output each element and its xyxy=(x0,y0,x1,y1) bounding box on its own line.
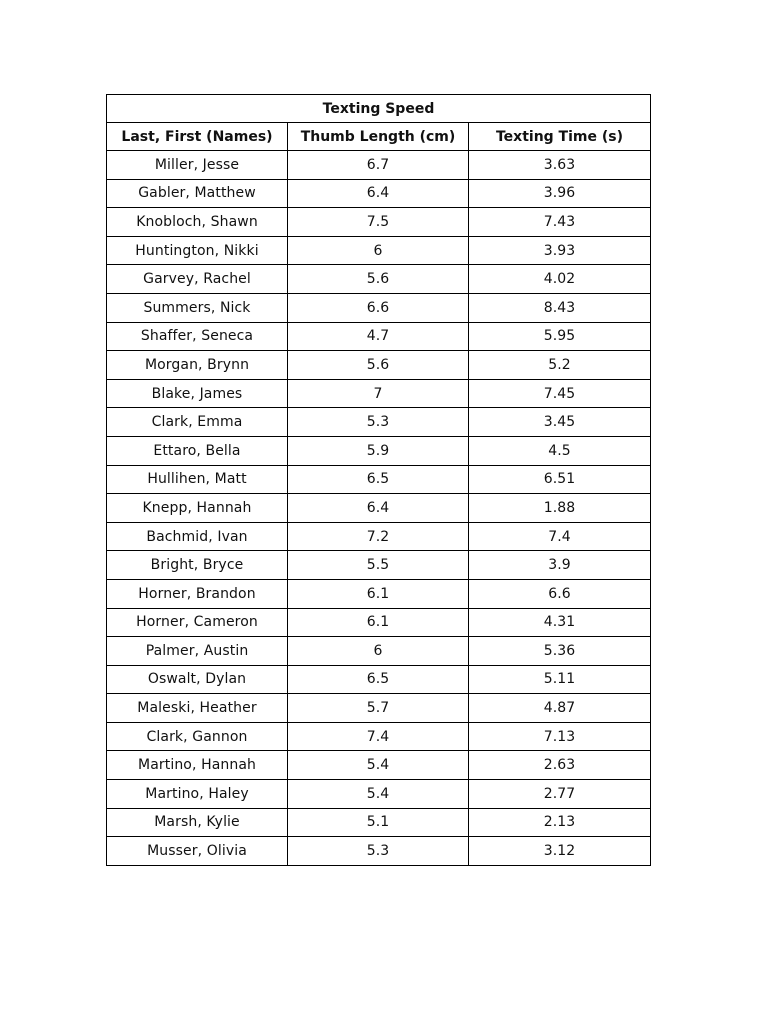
cell-texting-time: 4.87 xyxy=(469,694,651,723)
texting-speed-table xyxy=(106,94,651,866)
cell-thumb-length: 6.4 xyxy=(288,494,469,523)
cell-name: Maleski, Heather xyxy=(107,694,288,723)
table-header-row xyxy=(107,123,651,151)
cell-thumb-length: 5.7 xyxy=(288,694,469,723)
table-row xyxy=(107,151,651,180)
table-row xyxy=(107,751,651,780)
cell-thumb-length: 6.1 xyxy=(288,579,469,608)
cell-thumb-length: 6.6 xyxy=(288,293,469,322)
table-row xyxy=(107,579,651,608)
cell-name: Musser, Olivia xyxy=(107,837,288,866)
table-row xyxy=(107,808,651,837)
column-header-names: Last, First (Names) xyxy=(107,123,288,151)
table-title: Texting Speed xyxy=(107,95,651,123)
cell-texting-time: 5.2 xyxy=(469,351,651,380)
cell-name: Hullihen, Matt xyxy=(107,465,288,494)
cell-name: Martino, Haley xyxy=(107,780,288,809)
cell-name: Garvey, Rachel xyxy=(107,265,288,294)
cell-texting-time: 6.6 xyxy=(469,579,651,608)
table-row xyxy=(107,322,651,351)
cell-thumb-length: 6.4 xyxy=(288,179,469,208)
cell-thumb-length: 5.4 xyxy=(288,751,469,780)
cell-texting-time: 2.63 xyxy=(469,751,651,780)
cell-texting-time: 3.63 xyxy=(469,151,651,180)
table-row xyxy=(107,408,651,437)
cell-name: Huntington, Nikki xyxy=(107,236,288,265)
table-row xyxy=(107,837,651,866)
table-row xyxy=(107,265,651,294)
cell-texting-time: 4.02 xyxy=(469,265,651,294)
table-row xyxy=(107,551,651,580)
cell-texting-time: 6.51 xyxy=(469,465,651,494)
cell-texting-time: 3.45 xyxy=(469,408,651,437)
cell-name: Bachmid, Ivan xyxy=(107,522,288,551)
cell-texting-time: 5.95 xyxy=(469,322,651,351)
cell-texting-time: 4.31 xyxy=(469,608,651,637)
cell-thumb-length: 7 xyxy=(288,379,469,408)
cell-texting-time: 3.12 xyxy=(469,837,651,866)
cell-name: Miller, Jesse xyxy=(107,151,288,180)
cell-thumb-length: 7.2 xyxy=(288,522,469,551)
cell-thumb-length: 6 xyxy=(288,236,469,265)
cell-name: Clark, Emma xyxy=(107,408,288,437)
cell-name: Gabler, Matthew xyxy=(107,179,288,208)
cell-texting-time: 3.93 xyxy=(469,236,651,265)
cell-texting-time: 7.45 xyxy=(469,379,651,408)
table-row xyxy=(107,722,651,751)
cell-thumb-length: 6.5 xyxy=(288,465,469,494)
cell-name: Knepp, Hannah xyxy=(107,494,288,523)
table-row xyxy=(107,236,651,265)
cell-name: Blake, James xyxy=(107,379,288,408)
cell-thumb-length: 5.1 xyxy=(288,808,469,837)
table-row xyxy=(107,608,651,637)
cell-name: Clark, Gannon xyxy=(107,722,288,751)
table-row xyxy=(107,208,651,237)
cell-texting-time: 4.5 xyxy=(469,436,651,465)
table-row xyxy=(107,293,651,322)
cell-thumb-length: 5.3 xyxy=(288,837,469,866)
table-row xyxy=(107,637,651,666)
column-header-texting-time: Texting Time (s) xyxy=(469,123,651,151)
cell-texting-time: 7.4 xyxy=(469,522,651,551)
cell-texting-time: 1.88 xyxy=(469,494,651,523)
cell-name: Knobloch, Shawn xyxy=(107,208,288,237)
cell-thumb-length: 6.5 xyxy=(288,665,469,694)
cell-name: Horner, Brandon xyxy=(107,579,288,608)
table-row xyxy=(107,379,651,408)
cell-name: Marsh, Kylie xyxy=(107,808,288,837)
cell-thumb-length: 5.5 xyxy=(288,551,469,580)
cell-name: Shaffer, Seneca xyxy=(107,322,288,351)
table-body xyxy=(107,151,651,866)
table-title-row xyxy=(107,95,651,123)
table-row xyxy=(107,436,651,465)
table-row xyxy=(107,522,651,551)
cell-thumb-length: 5.9 xyxy=(288,436,469,465)
cell-thumb-length: 6.1 xyxy=(288,608,469,637)
table-row xyxy=(107,694,651,723)
table-row xyxy=(107,494,651,523)
cell-texting-time: 2.13 xyxy=(469,808,651,837)
cell-texting-time: 3.96 xyxy=(469,179,651,208)
cell-texting-time: 8.43 xyxy=(469,293,651,322)
table-row xyxy=(107,780,651,809)
cell-thumb-length: 5.6 xyxy=(288,351,469,380)
cell-texting-time: 3.9 xyxy=(469,551,651,580)
cell-texting-time: 5.36 xyxy=(469,637,651,666)
cell-thumb-length: 4.7 xyxy=(288,322,469,351)
cell-name: Martino, Hannah xyxy=(107,751,288,780)
column-header-thumb-length: Thumb Length (cm) xyxy=(288,123,469,151)
cell-name: Morgan, Brynn xyxy=(107,351,288,380)
cell-name: Horner, Cameron xyxy=(107,608,288,637)
table-row xyxy=(107,665,651,694)
cell-texting-time: 5.11 xyxy=(469,665,651,694)
cell-texting-time: 7.43 xyxy=(469,208,651,237)
table-row xyxy=(107,465,651,494)
cell-texting-time: 2.77 xyxy=(469,780,651,809)
cell-thumb-length: 7.5 xyxy=(288,208,469,237)
cell-name: Summers, Nick xyxy=(107,293,288,322)
cell-thumb-length: 5.4 xyxy=(288,780,469,809)
cell-name: Palmer, Austin xyxy=(107,637,288,666)
cell-texting-time: 7.13 xyxy=(469,722,651,751)
table-row xyxy=(107,179,651,208)
cell-thumb-length: 5.3 xyxy=(288,408,469,437)
cell-name: Oswalt, Dylan xyxy=(107,665,288,694)
cell-thumb-length: 5.6 xyxy=(288,265,469,294)
cell-name: Ettaro, Bella xyxy=(107,436,288,465)
table-row xyxy=(107,351,651,380)
cell-thumb-length: 6.7 xyxy=(288,151,469,180)
cell-thumb-length: 6 xyxy=(288,637,469,666)
cell-thumb-length: 7.4 xyxy=(288,722,469,751)
cell-name: Bright, Bryce xyxy=(107,551,288,580)
